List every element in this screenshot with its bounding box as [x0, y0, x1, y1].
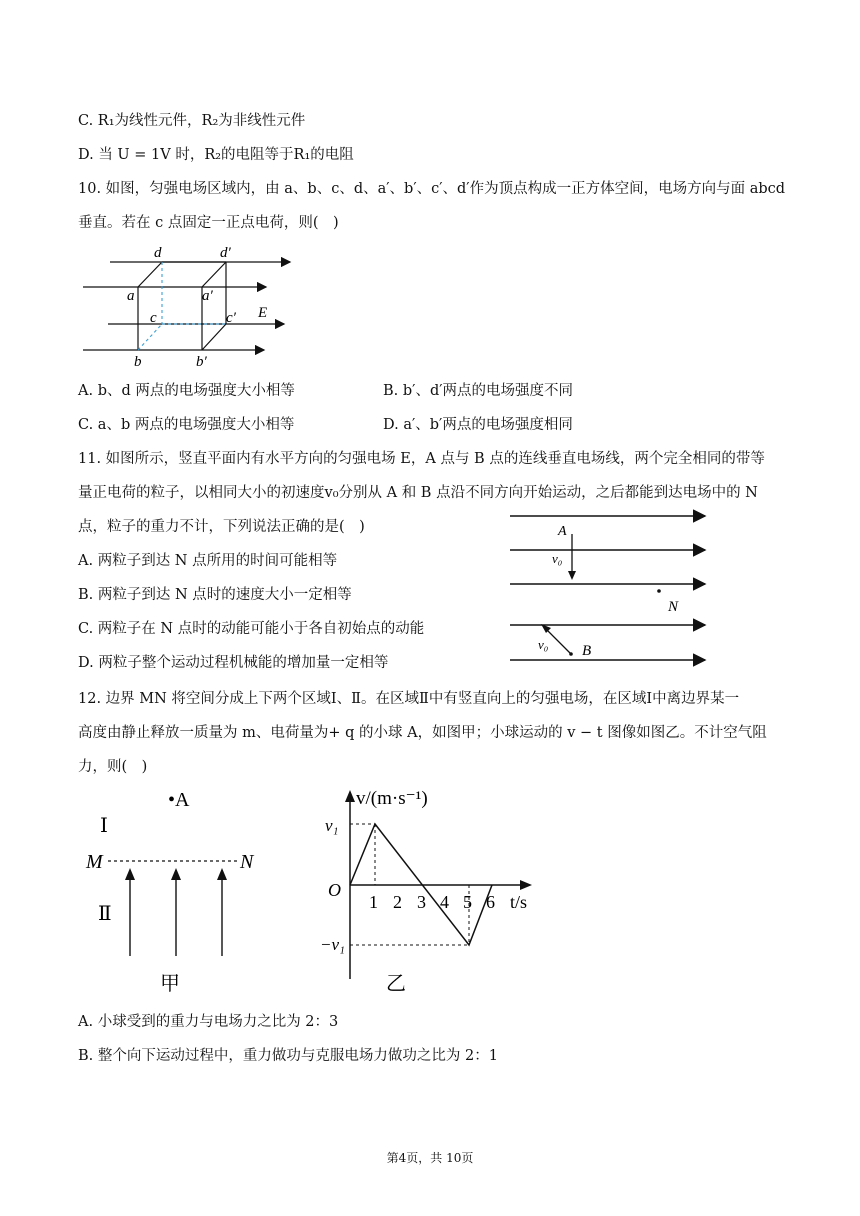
label-region-I: Ⅰ — [100, 815, 108, 837]
q10-stem-line1: 10. 如图，匀强电场区域内，由 a、b、c、d、a′、b′、c′、d′作为顶点构成一正方体空间，电场方向与面 abcd — [78, 181, 786, 197]
label-A: A — [558, 524, 567, 539]
label-b: b — [134, 354, 142, 370]
label-b-prime: b′ — [196, 354, 207, 370]
q11-option-d: D. 两粒子整个运动过程机械能的增加量一定相等 — [78, 655, 389, 671]
q10-option-a: A. b、d 两点的电场强度大小相等 — [78, 383, 295, 399]
x-tick: 2 — [393, 892, 402, 912]
q11-stem-line2: 量正电荷的粒子，以相同大小的初速度v₀分别从 A 和 B 点沿不同方向开始运动，之后都能到达电场中的 N — [78, 485, 758, 501]
page-footer: 第4页，共 10页 — [386, 1151, 474, 1165]
q12-stem-line3: 力，则( ) — [78, 759, 148, 775]
label-B: B — [582, 643, 592, 659]
q12-option-b: B. 整个向下运动过程中，重力做功与克服电场力做功之比为 2：1 — [78, 1048, 498, 1064]
caption-jia: 甲 — [160, 973, 180, 995]
label-v0-a: v₀ — [552, 551, 563, 566]
q9-option-d: D. 当 U = 1V 时，R₂的电阻等于R₁的电阻 — [78, 147, 354, 163]
q11-stem-line3: 点，粒子的重力不计，下列说法正确的是( ) — [78, 519, 365, 535]
label-a: a — [127, 288, 135, 304]
x-axis-label: t/s — [510, 892, 528, 912]
label-v1: v₁ — [325, 816, 339, 835]
x-tick: 4 — [440, 892, 449, 912]
label-region-II: Ⅱ — [98, 903, 112, 925]
label-v0-b: v₀ — [538, 637, 549, 652]
q10-option-d: D. a′、b′两点的电场强度相同 — [383, 417, 573, 433]
label-N: N — [668, 599, 679, 615]
label-E: E — [258, 305, 268, 321]
q11-option-a: A. 两粒子到达 N 点所用的时间可能相等 — [78, 553, 338, 569]
q12-stem-line1: 12. 边界 MN 将空间分成上下两个区域Ⅰ、Ⅱ。在区域Ⅱ中有竖直向上的匀强电场，在区域Ⅰ中离边界某一 — [78, 691, 740, 707]
q9-option-c: C. R₁为线性元件，R₂为非线性元件 — [78, 113, 306, 129]
q11-stem-line1: 11. 如图所示，竖直平面内有水平方向的匀强电场 E，A 点与 B 点的连线垂直电场线，两个完全相同的带等 — [78, 451, 765, 467]
q11-field-figure — [508, 505, 708, 670]
q10-cube-figure — [78, 243, 298, 373]
q11-option-b: B. 两粒子到达 N 点时的速度大小一定相等 — [78, 587, 352, 603]
q10-stem-line2: 垂直。若在 c 点固定一正点电荷，则( ) — [78, 215, 339, 231]
label-c-prime: c′ — [226, 310, 236, 326]
x-tick: 3 — [417, 892, 426, 912]
y-axis-label: v/(m·s⁻¹) — [356, 788, 428, 809]
label-N: N — [240, 851, 254, 873]
x-tick: 5 — [463, 892, 472, 912]
q11-option-c: C. 两粒子在 N 点时的动能可能小于各自初始点的动能 — [78, 621, 425, 637]
label-ball-A: •A — [168, 789, 190, 811]
q12-figure-jia — [78, 784, 278, 999]
q10-option-b: B. b′、d′两点的电场强度不同 — [383, 383, 574, 399]
q10-option-c: C. a、b 两点的电场强度大小相等 — [78, 417, 295, 433]
label-origin: O — [328, 880, 341, 900]
label-neg-v1: −v₁ — [320, 935, 345, 954]
caption-yi: 乙 — [386, 973, 406, 995]
x-tick: 1 — [369, 892, 378, 912]
q12-stem-line2: 高度由静止释放一质量为 m、电荷量为+ q 的小球 A，如图甲；小球运动的 v − t 图像如图乙。不计空气阻 — [78, 725, 767, 741]
x-tick: 6 — [486, 892, 495, 912]
label-d: d — [154, 245, 162, 261]
label-M: M — [86, 851, 103, 873]
q12-figure-yi — [320, 784, 550, 999]
label-d-prime: d′ — [220, 245, 231, 261]
label-c: c — [150, 310, 157, 326]
label-a-prime: a′ — [202, 288, 213, 304]
q12-option-a: A. 小球受到的重力与电场力之比为 2：3 — [78, 1014, 339, 1030]
x-ticks — [369, 892, 495, 912]
